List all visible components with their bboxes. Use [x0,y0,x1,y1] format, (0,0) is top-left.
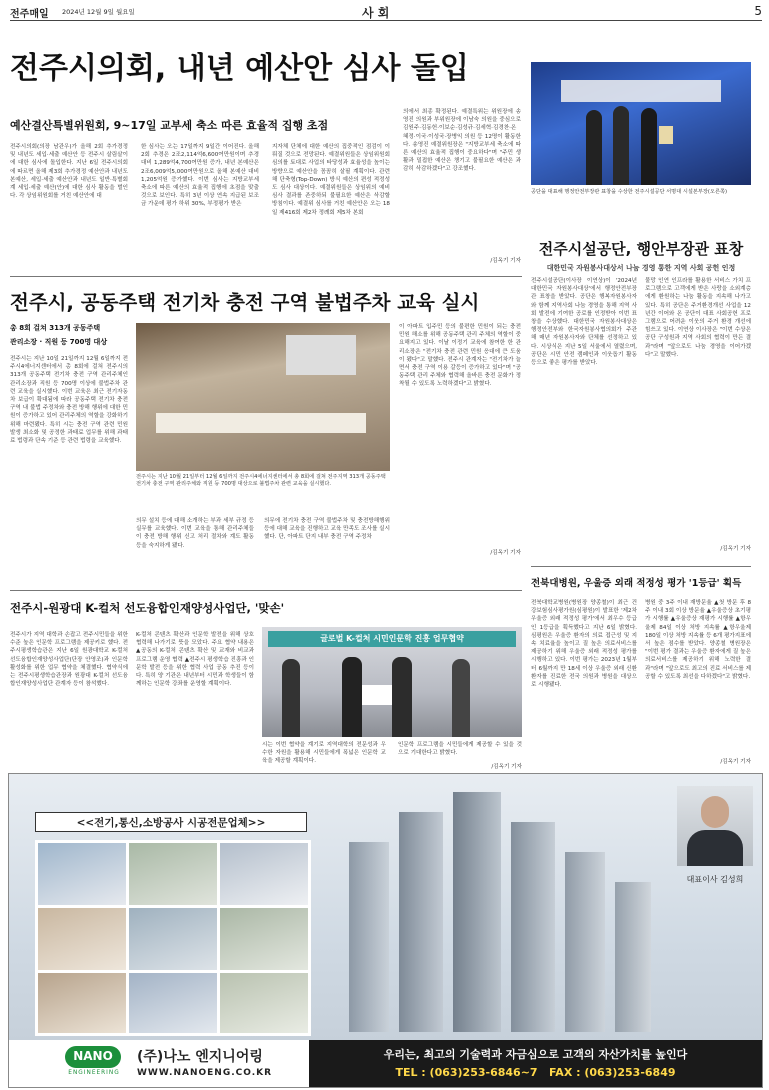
ad-tagline-box [35,812,307,832]
signed-document [362,685,392,705]
art4-headline: 전주시-원광대 K-컬처 선도융합인재양성사업단, '맞손' [10,601,285,615]
award-plaque [659,126,673,144]
award-backdrop-banner [561,80,721,102]
projection-screen [286,335,356,375]
art5-body-col2: 병원 중 3주 이내 재방문율 ▲첫 방문 후 8주 이내 3회 이상 방문율 ▲우울증상 초기평가 시행률 ▲우울증상 재평가 시행률 ▲항우울제 84일 이상 처방 지속률 ▲항우울제 180일 이상 처방 지속률 등 6개 평가지표에서 높은 점수를 받았다. 양종철 병원장은 "이번 평가 결과는 우울증 환자에게 질 높은 의료서비스를 제공하기 위해 노력한 결과"라며 "앞으로도 최고의 진료 서비스를 제공할 수 있도록 최선을 다하겠다"고 밝혔다. [645,600,751,680]
art5-headline: 전북대병원, 우울증 외래 적정성 평가 '1등급' 획득 [531,578,742,589]
ad-slogan: 우리는, 최고의 기술력과 자금심으로 고객의 자산가치를 높인다 [383,1048,688,1061]
art2-body-col1: 전주시설공단(이사장 이연상)이 '2024년 대한민국 자원봉사대상'에서 행정안전부장관 표창을 받았다. 공단은 행복자원봉사자와 함께 지역사회 나눔 경영을 통해 지역 사회 발전에 기여한 공로를 인정받아 이번 표창을 수상했다. 대한민국 자원봉사대상은 행정안전부와 한국자원봉사협의회가 주관해 매년 자원봉사자와 단체를 선정하고 있다. 시상식은 지난 5일 서울에서 열렸으며, 공단은 시민 안전 캠페인과 이웃돕기 활동 등으로 좋은 평가를 받았다. [531,278,637,367]
person-figure [282,659,300,737]
tower [453,792,501,1032]
art3-body-col3: 이 아파트 입주민 등의 불편한 민원이 되는 충전 민원 해소를 위해 공동주택 관리 주체의 역할이 중요해지고 있다. 이날 이정기 교육에 참여한 한 관리소장은 "전기차 충전 관련 민원 응대에 큰 도움이 됐다"고 말했다. 전주시 관계자는 "전기차가 늘면서 충전 구역 이용 갈등이 증가하고 있다"며 "공동주택 관리 주체와 협력해 올바른 충전 문화가 정착될 수 있도록 노력하겠다"고 밝혔다. [399,324,521,388]
art3-headline: 전주시, 공동주택 전기차 충전 구역 불법주차 교육 실시 [10,291,480,314]
nano-logo-oval [65,1046,121,1068]
art4-body-col4: 인문학 프로그램을 시민들에게 제공할 수 있을 것으로 기대한다고 밝혔다. [398,742,522,757]
tower [349,842,389,1032]
art3-lead-body: 전주시는 지난 10일 21일까지 12월 6일까지 전주시4에너지센터에서 총 8회에 걸쳐 전주시의 313개 공동주택 전기차 충전 구역 관리주체인 관리소장과 직원 등 700명 이상에 불법주차 관련 교육을 실시했다. 이번 교육은 최근 전기자동차 보급이 확대됨에 따라 공동주택 전기차 충전 구역 내 불법 주정차와 충전 방해 행위에 대한 민원이 증가하고 있어 관리주체의 역할을 강화하기 위해 마련됐다. 특히 시는 충전 구역 관련 민원 발생 최소화 및 공정한 과태료 업무를 위해 과태료 법령과 단속 기준 등 관련 법령을 교육했다. [10,356,128,445]
person-figure [613,106,629,185]
nano-logo-subtext: ENGINEERING [68,1070,120,1076]
masthead [10,4,762,21]
person-figure [586,110,602,185]
project-photo [220,843,308,905]
award-ceremony-photo [531,62,751,185]
art2-byline: /김옥기 기자 [720,546,751,552]
ceo-suit [687,830,743,866]
art2-subheadline: 대한민국 자원봉사대상서 나눔 경영 통한 지역 사회 공헌 인정 [546,264,736,272]
art1-body-col4: 의에서 최종 확정된다. 예결특위는 위원장에 송영진 의원과 부위원장에 이남숙 의원을 중심으로 김원주·김동헌·이보순·김성규·김세혁·김경찬·온혜정·이국·이성국·장병익 의원 등 12명이 활동한다. 송영진 예결위원장은 "지방교부세 축소에 따른 예산의 효율적 집행이 중요하다"며 "주민 생활과 밀접한 예산은 챙기고 불필요한 예산은 과감히 삭감하겠다"고 강조했다. [403,109,521,173]
advertisement [8,773,763,1088]
person-figure [342,657,362,737]
ceo-name: 대표이사 김성희 [686,875,744,884]
award-photo-caption: 공단을 대표해 행정안전부장관 표창을 수상한 전주시설공단 서명대 시설본부장(오른쪽) [531,189,727,195]
section-divider [531,566,751,567]
agreement-banner-text: 글로벌 K-컬처 시민인문학 진흥 업무협약 [320,634,464,643]
project-photo [38,843,126,905]
art2-body-col2: 물망 인연 인프라를 활용한 서비스 가치 프로그램으로 고객에게 받은 사랑을 소외계층에게 환원하는 나눔 활동을 지속해 나가고 있다. 특히 공단은 주거환경개선 사업을 12년간 이어와 온 공단이 대표 사회공헌 프로그램으로 어려운 이웃의 주거 환경 개선에 힘쓰고 있다. 이연상 이사장은 "이번 수상은 공단 구성원과 지역 사회의 협력이 만든 결과"라며 "앞으로도 나눔 경영을 이어가겠다"고 말했다. [645,278,751,358]
section-title: 사 회 [362,6,390,20]
project-photo [129,908,217,970]
tower [565,852,605,1032]
paper-name: 전주매일 [10,9,49,20]
section-divider [10,276,522,277]
art5-byline: /김옥기 기자 [720,759,751,765]
nano-logo-text: NANO [73,1049,113,1063]
ad-footer [9,1040,762,1087]
company-name: (주)나노 엔지니어링 [137,1049,263,1065]
art3-body-col1: 의무 설치 등에 대해 소개하는 부과 세부 규정 등 실무를 교육했다. 이번 교육을 통해 관리주체들이 충전 방해 행위 신고 처리 절차와 계도 활동 등을 숙지하게 됐다. [136,518,254,549]
art1-body-col2: 한 심사는 오는 17일까지 9일간 이어진다. 올해 2회 추경은 2조2,114억6,600여만원이며 추경 대비 1,289억4,700여만원 증가, 내년 본예산은 2조6,009억5,000여만원으로 올해 본예산 대비 1,205억원 증가했다. 이번 심사는 지방교부세 축소에 따른 예산의 효율적 집행에 초점을 맞출 것으로 보인다. 특히 3년 이상 연속 지급된 보조금 가운데 평가 하위 30%, 부정평가 받은 [141,144,259,208]
art3-body-col2: 의무에 전기차 충전 구역 불법주차 및 충전방해행위 등에 대해 교육을 진행하고 교육 만족도 조사를 실시했다. 단, 아파트 단지 내부 충전 구역 주정차 [264,518,390,541]
agreement-banner [268,631,516,647]
nano-logo [61,1046,127,1080]
person-figure [392,657,412,737]
ceo-head [701,796,729,828]
art4-body-col3: 시는 이번 협약을 계기로 지역대학의 전문성과 우수한 자원을 활용해 시민들에게 폭넓은 인문학 교육을 제공할 계획이다. [262,742,386,765]
page-number: 5 [754,4,762,18]
art4-body-col1: 전주시가 지역 대학과 손잡고 전주시민들을 위한 수준 높은 인문학 프로그램을 제공키로 했다. 전주시평생학습관은 지난 6일 원광대학교 K-컬처 선도융합인재양성사업단(단장 안영조)과 인문학 활성화를 위한 업무 협약을 체결했다. 협약식에는 전주시평생학습관장과 원광대 K-컬처 선도융합인재양성사업단 관계자 등이 참석했다. [10,632,128,688]
company-website: WWW.NANOENG.CO.KR [137,1068,273,1078]
ceo-portrait [677,786,753,866]
tower [399,812,443,1032]
art1-subheadline: 예산결산특별위원회, 9~17일 교부세 축소 따른 효율적 집행 초점 [10,119,329,132]
project-photo [220,908,308,970]
art4-byline: /김옥기 기자 [491,764,522,770]
section-divider [10,590,522,591]
person-figure [452,659,470,737]
art1-headline: 전주시의회, 내년 예산안 심사 돌입 [10,52,469,86]
project-photo [129,843,217,905]
project-photo [129,973,217,1033]
slogan-band [309,1040,762,1087]
project-photo [220,973,308,1033]
tower [511,822,555,1032]
art3-subheadline-1: 총 8회 걸쳐 313개 공동주택 [10,324,101,332]
art4-body-col2: K-컬처 콘텐츠 확산과 인문학 발전을 위해 상호 협력해 나가기로 뜻을 모았다. 주요 협약 내용은 ▲공동의 K-컬처 콘텐츠 확산 및 교재와 비교과 프로그램 운영 협력 ▲전주시 평생학습 진흥과 인문학 발전 등을 위한 협력 사업 공동 추진 등이다. 특히 양 기관은 내년부터 시민과 학생들이 함께하는 인문학 강좌를 운영할 계획이다. [136,632,254,688]
issue-date: 2024년 12월 9일 월요일 [62,8,135,16]
ad-tagline: <<전기,통신,소방공사 시공전문업체>> [76,817,266,829]
art2-headline: 전주시설공단, 행안부장관 표창 [538,240,744,258]
education-photo-caption: 전주시는 지난 10월 21일부터 12월 6일까지 전주시4에너지센터에서 총 8회에 걸쳐 전주지역 313개 공동주택 전기차 충전 구역 관리주체와 직원 등 700명 대상으로 불법주차 관련 교육을 실시했다. [136,474,386,488]
art3-subheadline-2: 관리소장 · 직원 등 700명 대상 [10,338,108,346]
art1-byline: /김옥기 기자 [490,258,521,264]
project-photo [38,973,126,1033]
art1-body-col1: 전주시의회(의장 남관우)가 올해 2회 추가경정 및 내년도 세입·세출 예산안 등 전주시 살림살이에 대한 심사에 돌입한다. 지난 6일 전주시의회에 따르면 올해 제3회 추가경정 예산안과 내년도 본예산, 세입·세출 예산안과 내년도 일반·특별회계 세입·세출 예산(안)에 대한 심사 활동을 벌인다. 각 상임위원회를 거친 예산안에 대 [10,144,128,200]
art5-body-col1: 전북대학교병원(병원장 양종철)이 최근 건강보험심사평가원(심평원)이 발표한 '제2차 우울증 외래 적정성 평가'에서 최우수 등급인 1등급을 획득했다고 지난 6일 밝혔다. 심평원은 우울증 환자의 의료 접근성 및 지속 치료율을 높이고 질 높은 의료서비스를 제공하기 위해 우울증 외래 적정성 평가를 시행하고 있다. 이번 평가는 2023년 1월부터 6월까지 만 18세 이상 우울증 외래 신환 환자를 진료한 전국 의원과 병원을 대상으로 시행됐다. [531,600,637,689]
person-figure [641,108,657,185]
art3-byline: /김옥기 기자 [490,550,521,556]
tower [615,882,651,1032]
education-session-photo [136,323,390,471]
art1-body-col3: 지자체 단체에 대한 예산의 집중적인 점검이 이뤄질 것으로 전망된다. 예결위원들은 상임위원회 심의를 토대로 사업의 타당성과 효율성을 높이는 방향으로 예산안을 꼼꼼히 살필 계획이다. 관련해 단축형(Top-Down) 방식 예산의 편성 적정성도 심사 대상이다. 예결위원들은 상임위의 예비심사 결과를 존중하되 불필요한 예산은 삭감할 방침이다. 예결위 심사를 거친 예산안은 오는 18일 제416회 제2차 정례회 제5차 본회 [272,144,390,216]
project-photo-grid [35,840,311,1036]
project-photo [38,908,126,970]
agreement-signing-photo [262,627,522,737]
classroom-table [156,413,366,433]
ad-contact: TEL : (063)253-6846~7 FAX : (063)253-6849 [395,1066,676,1079]
apartment-towers-illustration [339,782,659,1032]
